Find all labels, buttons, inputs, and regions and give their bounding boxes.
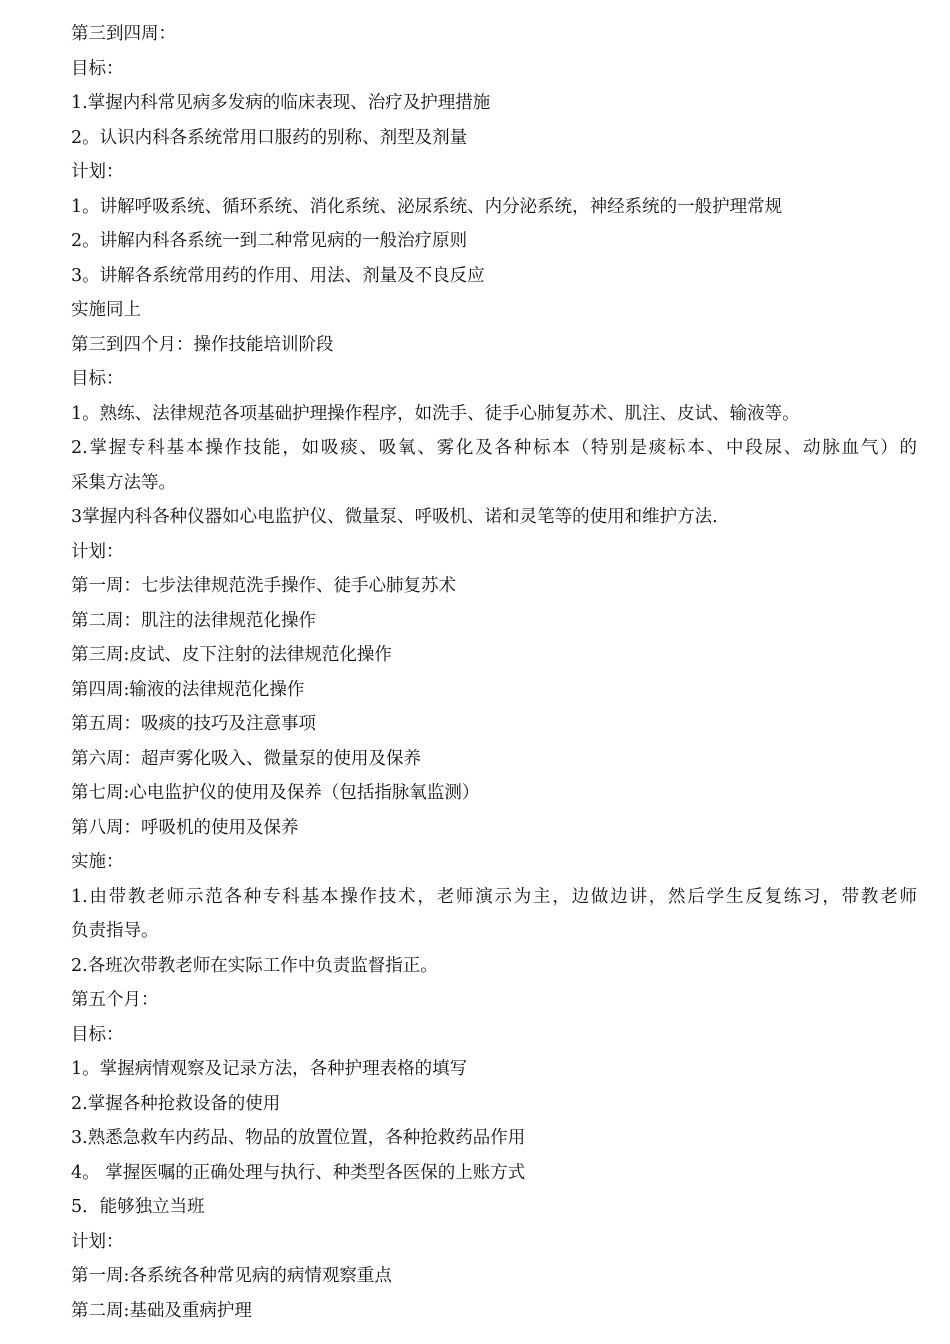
week-plan-item: 第二周:基础及重病护理	[71, 1300, 252, 1321]
plan-item: 1。讲解呼吸系统、循环系统、消化系统、泌尿系统、内分泌系统，神经系统的一般护理常规	[71, 196, 783, 217]
goal-item: 3.熟悉急救车内药品、物品的放置位置，各种抢救药品作用	[71, 1128, 526, 1148]
goal-item: 5．能够独立当班	[71, 1197, 205, 1217]
week-plan-item: 第一周:各系统各种常见病的病情观察重点	[71, 1266, 392, 1286]
goal-item: 1。掌握病情观察及记录方法，各种护理表格的填写	[71, 1059, 468, 1079]
week-plan-item: 第五周：吸痰的技巧及注意事项	[71, 714, 316, 734]
plan-heading: 计划：	[71, 162, 124, 182]
section-heading: 第五个月：	[71, 990, 159, 1010]
plan-item: 2。讲解内科各系统一到二种常见病的一般治疗原则	[71, 231, 468, 251]
plan-heading: 计划：	[71, 1231, 124, 1252]
goal-item: 4。 掌握医嘱的正确处理与执行、种类型各医保的上账方式	[71, 1162, 526, 1183]
week-plan-item: 第六周：超声雾化吸入、微量泵的使用及保养	[71, 748, 421, 769]
goal-item: 1.掌握内科常见病多发病的临床表现、治疗及护理措施	[71, 93, 491, 113]
plan-item: 3。讲解各系统常用药的作用、用法、剂量及不良反应	[71, 265, 485, 286]
implementation-note: 实施同上	[71, 300, 141, 320]
goal-item: 3掌握内科各种仪器如心电监护仪、微量泵、呼吸机、诺和灵笔等的使用和维护方法.	[71, 507, 718, 527]
document-text	[71, 17, 917, 1328]
week-plan-item: 第三周:皮试、皮下注射的法律规范化操作	[71, 645, 392, 665]
section-heading: 第三到四周：	[71, 24, 176, 44]
implementation-item-continuation: 负责指导。	[71, 921, 159, 941]
goal-heading: 目标：	[71, 1024, 124, 1045]
goal-heading: 目标：	[71, 369, 124, 389]
goal-item: 2.掌握专科基本操作技能，如吸痰、吸氧、雾化及各种标本（特别是痰标本、中段尿、动脉血气）的	[71, 438, 917, 458]
week-plan-item: 第二周：肌注的法律规范化操作	[71, 610, 316, 631]
goal-heading: 目标：	[71, 58, 124, 79]
goal-item: 2。认识内科各系统常用口服药的别称、剂型及剂量	[71, 127, 468, 148]
goal-item: 1。熟练、法律规范各项基础护理操作程序，如洗手、徒手心肺复苏术、肌注、皮试、输液等。	[71, 403, 800, 424]
week-plan-item: 第一周：七步法律规范洗手操作、徒手心肺复苏术	[71, 576, 456, 596]
plan-heading: 计划：	[71, 541, 124, 562]
implementation-item: 2.各班次带教老师在实际工作中负责监督指正。	[71, 955, 438, 976]
goal-item: 2.掌握各种抢救设备的使用	[71, 1093, 281, 1114]
week-plan-item: 第四周:输液的法律规范化操作	[71, 679, 305, 700]
implementation-item: 1.由带教老师示范各种专科基本操作技术，老师演示为主，边做边讲，然后学生反复练习，带教老师	[71, 886, 917, 907]
section-heading: 第三到四个月：操作技能培训阶段	[71, 334, 334, 355]
goal-item-continuation: 采集方法等。	[71, 472, 176, 493]
week-plan-item: 第七周:心电监护仪的使用及保养（包括指脉氧监测）	[71, 783, 480, 803]
week-plan-item: 第八周：呼吸机的使用及保养	[71, 817, 299, 838]
implementation-heading: 实施：	[71, 852, 124, 872]
